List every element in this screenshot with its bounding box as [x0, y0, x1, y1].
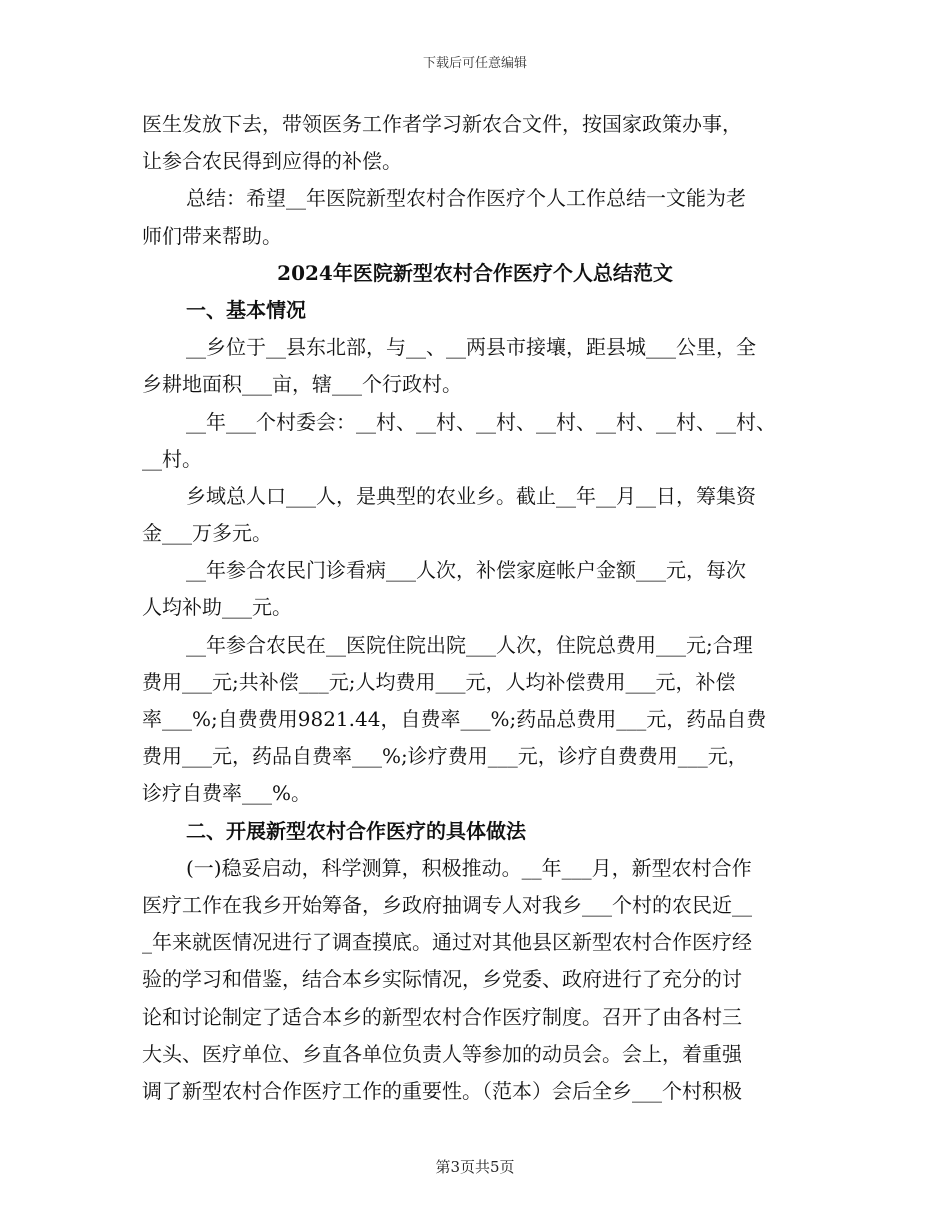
document-title: 2024年医院新型农村合作医疗个人总结范文	[277, 260, 673, 285]
text-line: (一)稳妥启动，科学测算，积极推动。__年___月，新型农村合作	[186, 855, 752, 880]
text-line: 调了新型农村合作医疗工作的重要性。（范本）会后全乡___个村积极	[142, 1078, 742, 1103]
text-line: 医疗工作在我乡开始筹备，乡政府抽调专人对我乡___个村的农民近__	[142, 892, 752, 917]
text-line: 费用___元;共补偿___元;人均费用___元，人均补偿费用___元，补偿	[142, 669, 736, 694]
text-line: __年参合农民在__医院住院出院___人次，住院总费用___元;合理	[186, 632, 753, 657]
text-line: __乡位于__县东北部，与__、__两县市接壤，距县城___公里，全	[186, 335, 756, 360]
text-line: __年参合农民门诊看病___人次，补偿家庭帐户金额___元，每次	[186, 558, 746, 583]
section-heading: 一、基本情况	[186, 297, 306, 322]
text-line: 让参合农民得到应得的补偿。	[142, 149, 402, 174]
text-line: __村。	[142, 446, 202, 471]
page-header: 下载后可任意编辑	[422, 56, 527, 71]
section-heading: 二、开展新型农村合作医疗的具体做法	[186, 818, 526, 843]
text-line: 金___万多元。	[142, 521, 272, 546]
text-line: 乡耕地面积___亩，辖___个行政村。	[142, 372, 462, 397]
text-line: 论和讨论制定了适合本乡的新型农村合作医疗制度。召开了由各村三	[142, 1004, 742, 1029]
text-line: 师们带来帮助。	[142, 223, 282, 248]
text-line: 验的学习和借鉴，结合本乡实际情况，乡党委、政府进行了充分的讨	[142, 967, 742, 992]
text-line: 费用___元，药品自费率___%;诊疗费用___元，诊疗自费费用___元，	[142, 744, 748, 769]
page-footer: 第3页共5页	[435, 1158, 515, 1176]
document-body	[142, 106, 808, 1110]
text-line: 总结：希望__年医院新型农村合作医疗个人工作总结一文能为老	[186, 186, 746, 211]
text-line: 率___%;自费费用9821.44，自费率___%;药品总费用___元，药品自费	[142, 707, 767, 731]
text-line: 医生发放下去，带领医务工作者学习新农合文件，按国家政策办事，	[142, 112, 742, 136]
text-line: 诊疗自费率___%。	[142, 781, 312, 806]
text-line: 大头、医疗单位、乡直各单位负责人等参加的动员会。会上，着重强	[142, 1041, 742, 1066]
text-line: 人均补助___元。	[142, 595, 292, 620]
text-line: _年来就医情况进行了调查摸底。通过对其他县区新型农村合作医疗经	[142, 930, 752, 955]
text-line: 乡域总人口___人，是典型的农业乡。截止__年__月__日，筹集资	[186, 483, 756, 508]
text-line: __年___个村委会：__村、__村、__村、__村、__村、__村、__村、	[186, 409, 776, 434]
